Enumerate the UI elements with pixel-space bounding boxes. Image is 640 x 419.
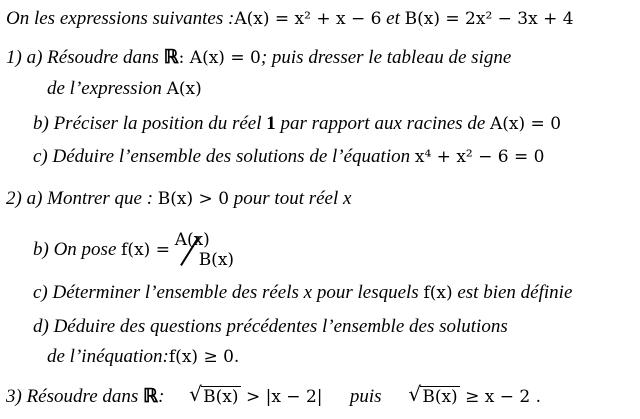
q3-joiner: puis [349,386,382,407]
intro-joiner: et [386,8,400,29]
fraction-a-over-b [174,230,237,270]
q2c-text: c) Déterminer l’ensemble des réels x pour lesquels [33,282,419,303]
q2c-math: f(x) [423,283,453,303]
q1a-line2 [47,78,202,100]
q1a-line2-math: A(x) [166,79,202,99]
intro-line [6,8,574,30]
q2b-text: b) On pose [33,239,117,260]
q2c-rest: est bien définie [457,282,573,303]
expression-a: A(x) = x² + x − 6 [234,9,382,29]
q2b-f: f(x) = [121,240,170,260]
sqrt-1-radicand: B(x) [203,387,239,407]
q3-ineq1-rest: > |x − 2| [245,387,323,407]
q2a-rest: pour tout réel x [233,188,352,209]
sqrt-1 [189,382,240,408]
q3-ineq2-rest: ≥ x − 2 . [465,387,542,407]
radical-sign: √ [408,382,422,406]
q1c-math: x⁴ + x² − 6 = 0 [414,147,545,167]
q2a-text: 2) a) Montrer que : [6,188,154,209]
q1b-one: 1 [266,113,276,134]
q3-inequality-2 [408,382,542,407]
q1b-rest: par rapport aux racines de [280,113,486,134]
fraction-denominator: B(x) [198,250,235,270]
q2d-line2 [47,346,239,368]
q1c-line [33,146,544,168]
q3-colon: : [158,386,165,407]
q3-line [6,382,542,408]
q2d-text: d) Déduire des questions précédentes l’ensemble des solutions [33,316,508,337]
q3-reals-symbol: ℝ [143,386,159,407]
q2a-line [6,188,351,210]
sqrt-2-radicand: B(x) [422,387,458,407]
q2c-line [33,282,572,304]
q1b-line [33,113,561,135]
q2d-math: f(x) ≥ 0. [168,347,240,367]
fraction-numerator: A(x) [174,230,210,250]
sqrt-2 [408,382,459,408]
q3-inequality-1 [189,382,328,407]
q1a-rest: ; puis dresser le tableau de signe [260,47,512,68]
q2d-line [33,316,508,338]
q1b-text: b) Préciser la position du réel [33,113,262,134]
q1c-text: c) Déduire l’ensemble des solutions de l’équation [33,146,411,167]
q1a-prefix: 1) a) Résoudre dans [6,47,164,68]
expression-b: B(x) = 2x² − 3x + 4 [404,9,574,29]
q3-prefix: 3) Résoudre dans [6,386,144,407]
radical-sign: √ [189,382,202,406]
q1b-math: A(x) = 0 [490,114,562,134]
q2a-math: B(x) > 0 [157,189,230,209]
reals-symbol: ℝ [163,47,179,68]
q1a-equation: : A(x) = 0 [178,48,261,68]
q2b-line [33,230,237,270]
q2d-line2-text: de l’inéquation: [47,346,169,367]
intro-text: On les expressions suivantes : [6,8,235,29]
q1a-line2-text: de l’expression [47,78,162,99]
q1a-line [6,47,511,69]
